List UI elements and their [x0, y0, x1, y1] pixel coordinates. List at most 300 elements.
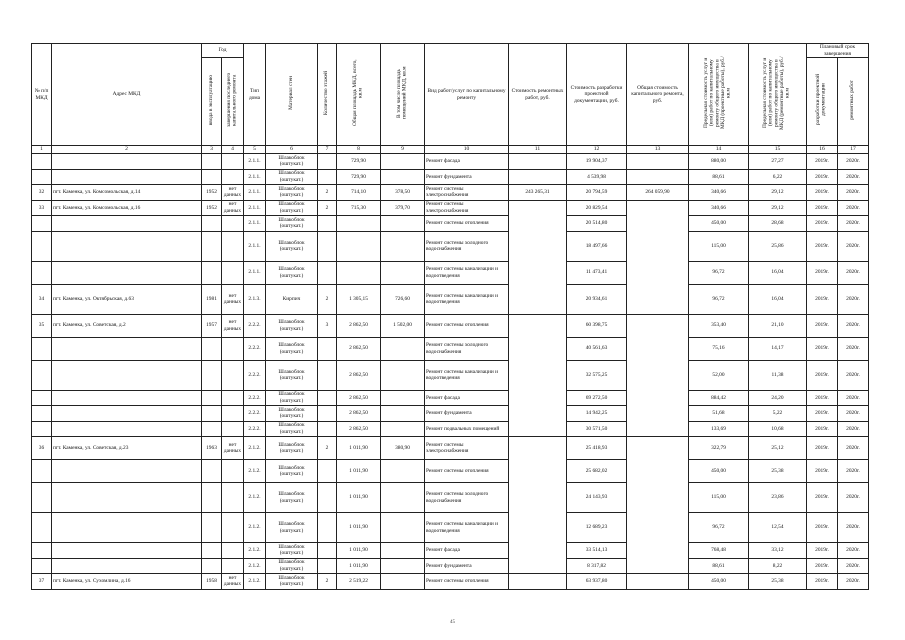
row-year-last-repair: нет данных: [222, 284, 244, 314]
row-address: [52, 421, 202, 437]
row-floors: [318, 169, 337, 185]
row-design-cost: 60 398,75: [567, 314, 627, 337]
table-row: [32, 337, 869, 360]
row-repair-cost: 243 265,31: [509, 185, 567, 201]
row-year-last-repair: [222, 337, 244, 360]
row-max-cost-design: 75,16: [689, 337, 749, 360]
row-wall-material: Кирпич: [266, 284, 318, 314]
row-max-cost-repair: 21,10: [749, 314, 807, 337]
header-year-commission-text: ввода в эксплуатацию: [207, 75, 214, 126]
header-total-area: [337, 44, 381, 146]
row-wall-material: Шлакоблок (оштукат.): [266, 543, 318, 559]
row-planned-repair: 2020г.: [838, 421, 869, 437]
row-design-cost: 25 682,02: [567, 460, 627, 483]
row-work-type: Ремонт системы холодного водоснабжения: [425, 231, 509, 261]
row-nonres-area: 379,70: [381, 200, 425, 216]
row-floors: [318, 390, 337, 406]
row-house-type: 2.2.2.: [244, 314, 266, 337]
row-planned-repair: 2020г.: [838, 200, 869, 216]
row-year-last-repair: [222, 513, 244, 543]
row-address: [52, 558, 202, 574]
row-total-area: 2 862,50: [337, 337, 381, 360]
row-year-commission: [202, 231, 222, 261]
row-planned-repair: 2020г.: [838, 169, 869, 185]
row-wall-material: Шлакоблок (оштукат.): [266, 154, 318, 170]
row-year-commission: [202, 421, 222, 437]
row-repair-cost: [509, 314, 567, 437]
row-num: [32, 483, 52, 513]
row-nonres-area: [381, 460, 425, 483]
row-floors: [318, 154, 337, 170]
row-planned-design: 2019г.: [807, 513, 838, 543]
row-house-type: 2.1.1.: [244, 231, 266, 261]
row-design-cost: 63 937,80: [567, 574, 627, 590]
header-nonres-area: [381, 44, 425, 146]
row-num: [32, 231, 52, 261]
row-max-cost-repair: 33,12: [749, 543, 807, 559]
table-row: [32, 231, 869, 261]
row-house-type: 2.1.2.: [244, 574, 266, 590]
header-nonres-area-text: В том числе площадь помещений МКД, кв.м: [395, 67, 408, 120]
row-house-type: 2.2.2.: [244, 337, 266, 360]
row-max-cost-repair: 28,68: [749, 216, 807, 232]
row-work-type: Ремонт системы холодного водоснабжения: [425, 337, 509, 360]
row-wall-material: Шлакоблок (оштукат.): [266, 216, 318, 232]
table-row: [32, 421, 869, 437]
row-num: 37: [32, 574, 52, 590]
row-house-type: 2.1.1.: [244, 216, 266, 232]
row-planned-design: 2019г.: [807, 284, 838, 314]
header-planned-design-text: разработки проектной документации: [815, 74, 827, 126]
row-planned-design: 2019г.: [807, 231, 838, 261]
row-nonres-area: [381, 154, 425, 170]
row-num: 33: [32, 200, 52, 216]
row-house-type: 2.1.1.: [244, 169, 266, 185]
row-max-cost-design: 52,00: [689, 360, 749, 390]
row-year-commission: 1963: [202, 437, 222, 460]
row-design-cost: 32 575,25: [567, 360, 627, 390]
row-max-cost-design: 340,66: [689, 200, 749, 216]
row-work-type: Ремонт фундамента: [425, 406, 509, 422]
table-row: [32, 169, 869, 185]
row-planned-repair: 2020г.: [838, 284, 869, 314]
row-max-cost-repair: 25,38: [749, 460, 807, 483]
row-nonres-area: 1 502,00: [381, 314, 425, 337]
header-max-cost-design: [689, 44, 749, 146]
row-planned-design: 2019г.: [807, 154, 838, 170]
row-wall-material: Шлакоблок (оштукат.): [266, 314, 318, 337]
row-floors: [318, 360, 337, 390]
row-nonres-area: [381, 558, 425, 574]
row-planned-repair: 2020г.: [838, 437, 869, 460]
table-row: [32, 185, 869, 201]
header-year: Год: [202, 44, 244, 58]
row-total-area: 2 519,22: [337, 574, 381, 590]
row-address: пгт. Каменка, ул. Комсомольская, д.14: [52, 185, 202, 201]
row-max-cost-repair: 16,04: [749, 284, 807, 314]
column-number: 13: [627, 146, 689, 154]
row-work-type: Ремонт системы канализации и водоотведения: [425, 284, 509, 314]
row-wall-material: Шлакоблок (оштукат.): [266, 558, 318, 574]
row-nonres-area: [381, 169, 425, 185]
row-total-area: 2 862,50: [337, 314, 381, 337]
row-nonres-area: [381, 337, 425, 360]
row-wall-material: Шлакоблок (оштукат.): [266, 200, 318, 216]
row-total-cost: [627, 154, 689, 170]
column-number: 2: [52, 146, 202, 154]
row-nonres-area: [381, 231, 425, 261]
row-year-commission: [202, 558, 222, 574]
row-total-area: [337, 216, 381, 232]
row-design-cost: 33 514,13: [567, 543, 627, 559]
row-house-type: 2.1.1.: [244, 200, 266, 216]
row-planned-design: 2019г.: [807, 337, 838, 360]
row-wall-material: Шлакоблок (оштукат.): [266, 460, 318, 483]
row-address: [52, 513, 202, 543]
header-planned-repair: [838, 58, 869, 146]
header-house-type: Тип дома: [244, 44, 266, 146]
row-work-type: Ремонт фасада: [425, 543, 509, 559]
row-num: 32: [32, 185, 52, 201]
row-nonres-area: [381, 574, 425, 590]
column-number: 12: [567, 146, 627, 154]
row-max-cost-design: 133,69: [689, 421, 749, 437]
row-floors: [318, 337, 337, 360]
row-address: [52, 261, 202, 284]
row-planned-repair: 2020г.: [838, 406, 869, 422]
row-num: [32, 421, 52, 437]
row-num: [32, 406, 52, 422]
row-planned-design: 2019г.: [807, 421, 838, 437]
row-floors: [318, 261, 337, 284]
row-house-type: 2.2.2.: [244, 360, 266, 390]
row-work-type: Ремонт системы электроснабжения: [425, 200, 509, 216]
row-year-commission: [202, 543, 222, 559]
row-year-commission: [202, 169, 222, 185]
row-planned-design: 2019г.: [807, 406, 838, 422]
column-number: 15: [749, 146, 807, 154]
row-max-cost-repair: 10,68: [749, 421, 807, 437]
row-planned-repair: 2020г.: [838, 314, 869, 337]
column-number-row: [32, 146, 869, 154]
header-max-cost-repair-text: Предельная стоимость услуг и (или) работ по капитальному ремонту общего имущества в МКД (ремонтные работы), руб./кв.м: [762, 56, 791, 131]
row-design-cost: 24 143,93: [567, 483, 627, 513]
row-year-last-repair: [222, 558, 244, 574]
row-wall-material: Шлакоблок (оштукат.): [266, 483, 318, 513]
row-design-cost: 12 689,23: [567, 513, 627, 543]
row-year-commission: [202, 337, 222, 360]
row-house-type: 2.1.2.: [244, 437, 266, 460]
row-address: пгт. Каменка, ул. Комсомольская, д.16: [52, 200, 202, 216]
row-design-cost: 25 418,93: [567, 437, 627, 460]
row-work-type: Ремонт фасада: [425, 154, 509, 170]
row-max-cost-design: 115,00: [689, 231, 749, 261]
table-row: [32, 284, 869, 314]
row-planned-design: 2019г.: [807, 169, 838, 185]
row-nonres-area: [381, 483, 425, 513]
row-total-cost: 264 059,90: [627, 185, 689, 201]
row-work-type: Ремонт системы отопления: [425, 314, 509, 337]
row-max-cost-repair: 12,54: [749, 513, 807, 543]
row-planned-design: 2019г.: [807, 390, 838, 406]
row-house-type: 2.2.2.: [244, 406, 266, 422]
row-planned-design: 2019г.: [807, 460, 838, 483]
row-year-last-repair: нет данных: [222, 574, 244, 590]
row-year-last-repair: [222, 460, 244, 483]
row-num: [32, 558, 52, 574]
row-work-type: Ремонт системы отопления: [425, 216, 509, 232]
table-row: [32, 406, 869, 422]
row-nonres-area: [381, 513, 425, 543]
row-house-type: 2.1.2.: [244, 483, 266, 513]
row-planned-repair: 2020г.: [838, 558, 869, 574]
row-max-cost-repair: 5,22: [749, 406, 807, 422]
row-address: [52, 543, 202, 559]
header-num: № п/п МКД: [32, 44, 52, 146]
row-year-commission: 1952: [202, 200, 222, 216]
row-total-area: 1 011,90: [337, 558, 381, 574]
row-wall-material: Шлакоблок (оштукат.): [266, 261, 318, 284]
row-nonres-area: [381, 390, 425, 406]
row-design-cost: 4 539,98: [567, 169, 627, 185]
row-num: [32, 154, 52, 170]
row-year-commission: 1958: [202, 574, 222, 590]
row-nonres-area: 380,90: [381, 437, 425, 460]
row-num: [32, 337, 52, 360]
row-address: [52, 216, 202, 232]
table-row: [32, 574, 869, 590]
header-wall-material-text: Материал стен: [287, 76, 294, 111]
table-row: [32, 483, 869, 513]
row-repair-cost: [509, 200, 567, 314]
row-max-cost-repair: 25,12: [749, 437, 807, 460]
row-planned-repair: 2020г.: [838, 513, 869, 543]
row-work-type: Ремонт подвальных помещений: [425, 421, 509, 437]
row-max-cost-repair: 6,22: [749, 169, 807, 185]
header-planned-repair-text: ремонтных работ: [849, 80, 856, 121]
header-planned-design: [807, 58, 838, 146]
column-number: 4: [222, 146, 244, 154]
row-year-commission: [202, 390, 222, 406]
row-work-type: Ремонт фундамента: [425, 558, 509, 574]
row-max-cost-repair: 8,22: [749, 558, 807, 574]
row-year-last-repair: [222, 154, 244, 170]
row-design-cost: 20 934,61: [567, 284, 627, 314]
row-total-area: 1 305,15: [337, 284, 381, 314]
row-repair-cost: [509, 154, 567, 170]
row-year-last-repair: нет данных: [222, 314, 244, 337]
row-num: [32, 169, 52, 185]
header-repair-cost: Стоимость ремонтных работ, руб.: [509, 44, 567, 146]
row-planned-design: 2019г.: [807, 437, 838, 460]
row-wall-material: Шлакоблок (оштукат.): [266, 360, 318, 390]
row-year-last-repair: [222, 231, 244, 261]
row-total-area: 715,30: [337, 200, 381, 216]
row-max-cost-repair: 29,12: [749, 185, 807, 201]
row-design-cost: 14 942,25: [567, 406, 627, 422]
row-house-type: 2.1.1.: [244, 261, 266, 284]
header-year-commission: [202, 58, 222, 146]
row-house-type: 2.1.2.: [244, 513, 266, 543]
header-year-last-repair-text: завершения последнего капитального ремонта: [225, 73, 238, 128]
row-wall-material: Шлакоблок (оштукат.): [266, 185, 318, 201]
header-year-last-repair: [222, 58, 244, 146]
row-work-type: Ремонт системы холодного водоснабжения: [425, 483, 509, 513]
table-row: [32, 558, 869, 574]
row-max-cost-repair: 25,38: [749, 574, 807, 590]
row-total-area: 1 011,90: [337, 460, 381, 483]
row-year-commission: [202, 216, 222, 232]
row-max-cost-design: 322,79: [689, 437, 749, 460]
row-year-last-repair: нет данных: [222, 200, 244, 216]
row-wall-material: Шлакоблок (оштукат.): [266, 406, 318, 422]
row-address: пгт. Каменка, ул. Октябрьская, д.63: [52, 284, 202, 314]
row-year-commission: [202, 154, 222, 170]
row-max-cost-repair: 16,04: [749, 261, 807, 284]
header-planned: Плановый срок завершения: [807, 44, 869, 58]
row-address: [52, 169, 202, 185]
row-work-type: Ремонт фасада: [425, 390, 509, 406]
row-design-cost: 40 561,63: [567, 337, 627, 360]
row-max-cost-repair: 14,17: [749, 337, 807, 360]
row-floors: [318, 406, 337, 422]
column-number: 11: [509, 146, 567, 154]
row-max-cost-design: 450,00: [689, 216, 749, 232]
row-max-cost-design: 884,42: [689, 390, 749, 406]
row-year-commission: [202, 483, 222, 513]
row-planned-design: 2019г.: [807, 185, 838, 201]
row-max-cost-repair: 23,86: [749, 483, 807, 513]
row-total-cost: [627, 574, 689, 590]
row-design-cost: 30 571,50: [567, 421, 627, 437]
row-max-cost-design: 340,66: [689, 185, 749, 201]
row-planned-repair: 2020г.: [838, 216, 869, 232]
row-floors: [318, 513, 337, 543]
row-design-cost: 19 904,37: [567, 154, 627, 170]
row-num: [32, 513, 52, 543]
row-planned-repair: 2020г.: [838, 460, 869, 483]
row-num: [32, 261, 52, 284]
row-total-area: 1 011,90: [337, 513, 381, 543]
row-work-type: Ремонт системы отопления: [425, 460, 509, 483]
header-total-area-text: Общая площадь МКД, всего, кв.м: [351, 59, 364, 127]
row-house-type: 2.2.2.: [244, 390, 266, 406]
row-year-commission: 1952: [202, 185, 222, 201]
row-max-cost-design: 768,48: [689, 543, 749, 559]
row-planned-repair: 2020г.: [838, 185, 869, 201]
row-wall-material: Шлакоблок (оштукат.): [266, 231, 318, 261]
row-planned-repair: 2020г.: [838, 337, 869, 360]
row-year-last-repair: [222, 483, 244, 513]
row-num: [32, 216, 52, 232]
row-nonres-area: [381, 543, 425, 559]
row-house-type: 2.1.2.: [244, 460, 266, 483]
row-total-area: 2 862,50: [337, 421, 381, 437]
column-number: 9: [381, 146, 425, 154]
row-max-cost-design: 880,00: [689, 154, 749, 170]
header-design-cost: Стоимость разработки проектной документации, руб.: [567, 44, 627, 146]
row-year-commission: [202, 513, 222, 543]
row-total-area: 2 862,50: [337, 360, 381, 390]
row-planned-repair: 2020г.: [838, 483, 869, 513]
row-house-type: 2.1.2.: [244, 558, 266, 574]
column-number: 16: [807, 146, 838, 154]
row-address: пгт. Каменка, ул. Советская, д.2: [52, 314, 202, 337]
row-planned-repair: 2020г.: [838, 154, 869, 170]
row-design-cost: 20 514,80: [567, 216, 627, 232]
row-address: пгт. Каменка, ул. Сухомлина, д.16: [52, 574, 202, 590]
row-repair-cost: [509, 574, 567, 590]
row-planned-design: 2019г.: [807, 558, 838, 574]
row-num: [32, 360, 52, 390]
row-total-area: 2 862,50: [337, 390, 381, 406]
row-address: [52, 337, 202, 360]
row-address: [52, 390, 202, 406]
row-house-type: 2.1.2.: [244, 543, 266, 559]
row-year-last-repair: нет данных: [222, 185, 244, 201]
row-max-cost-design: 96,72: [689, 261, 749, 284]
row-total-cost: [627, 314, 689, 437]
row-total-area: 714,10: [337, 185, 381, 201]
row-year-last-repair: [222, 421, 244, 437]
header-wall-material: [266, 44, 318, 146]
row-floors: 2: [318, 437, 337, 460]
row-address: [52, 231, 202, 261]
row-total-area: [337, 261, 381, 284]
row-repair-cost: [509, 437, 567, 574]
row-floors: [318, 216, 337, 232]
column-number: 8: [337, 146, 381, 154]
row-year-commission: [202, 406, 222, 422]
row-planned-repair: 2020г.: [838, 543, 869, 559]
row-address: [52, 460, 202, 483]
header-total-cost: Общая стоимость капитального ремонта, руб.: [627, 44, 689, 146]
row-planned-design: 2019г.: [807, 360, 838, 390]
row-floors: [318, 543, 337, 559]
row-year-last-repair: [222, 216, 244, 232]
row-floors: 2: [318, 200, 337, 216]
row-total-cost: [627, 437, 689, 574]
row-planned-repair: 2020г.: [838, 231, 869, 261]
row-planned-repair: 2020г.: [838, 574, 869, 590]
row-floors: [318, 483, 337, 513]
row-work-type: Ремонт системы отопления: [425, 574, 509, 590]
row-work-type: Ремонт системы канализации и водоотведения: [425, 360, 509, 390]
column-number: 14: [689, 146, 749, 154]
row-max-cost-repair: 25,86: [749, 231, 807, 261]
row-floors: 2: [318, 574, 337, 590]
row-wall-material: Шлакоблок (оштукат.): [266, 390, 318, 406]
row-year-commission: 1981: [202, 284, 222, 314]
row-year-last-repair: [222, 360, 244, 390]
row-floors: [318, 558, 337, 574]
row-house-type: 2.1.3.: [244, 284, 266, 314]
row-design-cost: 8 317,82: [567, 558, 627, 574]
column-number: 3: [202, 146, 222, 154]
row-floors: 2: [318, 284, 337, 314]
row-max-cost-design: 96,72: [689, 284, 749, 314]
row-work-type: Ремонт системы канализации и водоотведения: [425, 513, 509, 543]
row-max-cost-repair: 29,12: [749, 200, 807, 216]
table-row: [32, 360, 869, 390]
row-total-area: 2 862,50: [337, 406, 381, 422]
row-year-commission: [202, 360, 222, 390]
page-number: 45: [450, 620, 455, 625]
row-num: [32, 460, 52, 483]
row-nonres-area: [381, 216, 425, 232]
column-number: 1: [32, 146, 52, 154]
row-planned-design: 2019г.: [807, 543, 838, 559]
